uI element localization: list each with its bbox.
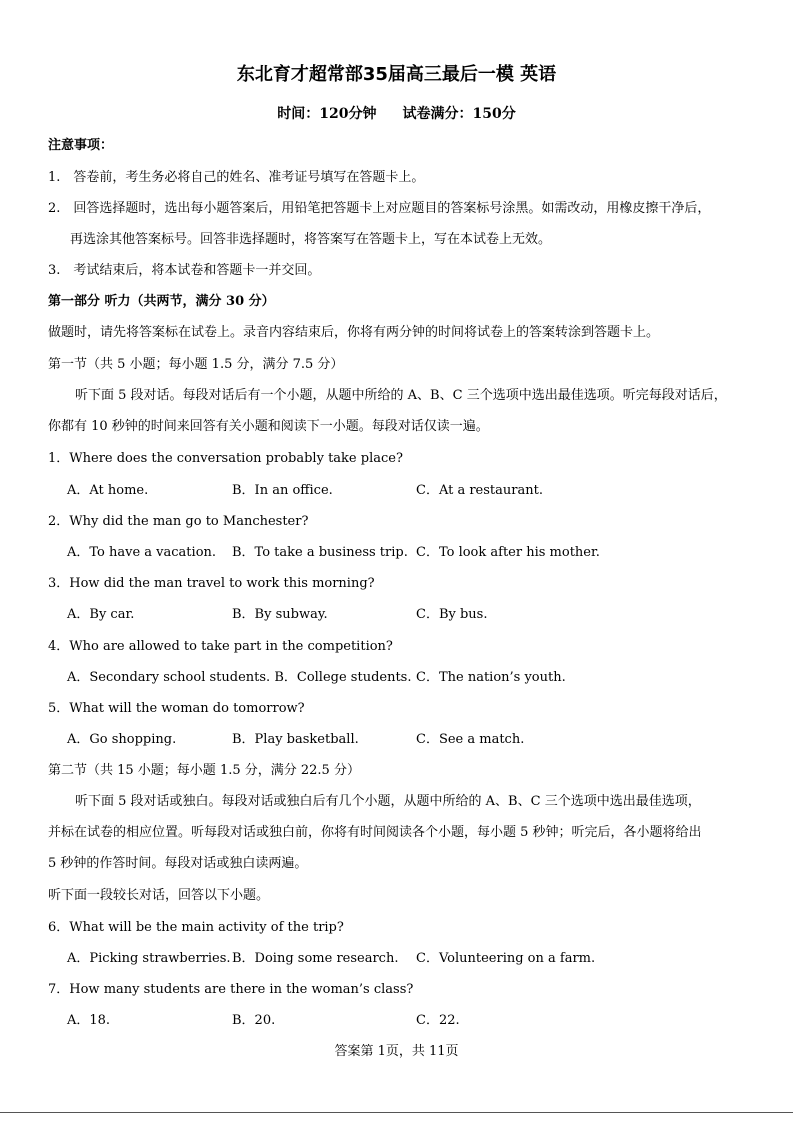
- exam-time: 时间：120分钟: [277, 106, 377, 122]
- option-c: C．To look after his mother.: [416, 545, 600, 560]
- section2-heading: 第二节（共 15 小题；每小题 1.5 分，满分 22.5 分）: [48, 763, 360, 778]
- option-c: C．See a match.: [416, 732, 525, 747]
- option-b: B．Doing some research.: [232, 951, 399, 966]
- option-a: A．Picking strawberries.: [67, 951, 231, 966]
- bottom-divider: [0, 1112, 793, 1113]
- question-text: 4．Who are allowed to take part in the competition?: [48, 639, 393, 654]
- section1-instructions: 你都有 10 秒钟的时间来回答有关小题和阅读下一小题。每段对话仅读一遍。: [48, 419, 489, 434]
- option-a: A．At home.: [67, 483, 149, 498]
- part1-intro: 做题时，请先将答案标在试卷上。录音内容结束后，你将有两分钟的时间将试卷上的答案转涂到答题卡上。: [48, 325, 660, 340]
- option-c: C．22.: [416, 1013, 460, 1028]
- question-text: 7．How many students are there in the woman’s class?: [48, 982, 414, 997]
- notice-item: 再选涂其他答案标号。回答非选择题时，将答案写在答题卡上，写在本试卷上无效。: [70, 232, 552, 247]
- question-text: 2．Why did the man go to Manchester?: [48, 514, 309, 529]
- notice-item: 1. 答卷前，考生务必将自己的姓名、准考证号填写在答题卡上。: [48, 170, 425, 185]
- exam-title: 东北育才超常部35届高三最后一模 英语: [236, 64, 557, 85]
- option-c: C．By bus.: [416, 607, 488, 622]
- page-footer: 答案第 1页，共 11页: [334, 1044, 459, 1059]
- option-c: C．At a restaurant.: [416, 483, 543, 498]
- section2-instructions: 并标在试卷的相应位置。听每段对话或独白前，你将有时间阅读各个小题，每小题 5 秒钟；听完后，各小题将给出: [48, 825, 702, 840]
- question-text: 6．What will be the main activity of the trip?: [48, 920, 344, 935]
- option-a: A．18.: [67, 1013, 111, 1028]
- section1-instructions: 听下面 5 段对话。每段对话后有一个小题，从题中所给的 A、B、C 三个选项中选出最佳选项。听完每段对话后，: [75, 388, 727, 403]
- option-a: A．To have a vacation.: [67, 545, 217, 560]
- question-text: 5．What will the woman do tomorrow?: [48, 701, 305, 716]
- section2-instructions: 听下面 5 段对话或独白。每段对话或独白后有几个小题，从题中所给的 A、B、C 三个选项中选出最佳选项，: [75, 794, 701, 809]
- notice-item: 3. 考试结束后，将本试卷和答题卡一并交回。: [48, 263, 321, 278]
- option-a: A．Secondary school students. B．College students.: [67, 670, 412, 685]
- exam-score: 试卷满分：150分: [402, 106, 516, 122]
- option-a: A．By car.: [67, 607, 135, 622]
- part1-heading: 第一部分 听力（共两节，满分 30 分）: [48, 294, 275, 309]
- option-b: B．20.: [232, 1013, 276, 1028]
- notice-heading: 注意事项：: [48, 138, 114, 153]
- option-a: A．Go shopping.: [67, 732, 177, 747]
- notice-item: 2. 回答选择题时，选出每小题答案后，用铅笔把答题卡上对应题目的答案标号涂黑。如需改动，用橡皮擦干净后，: [48, 201, 711, 216]
- option-b: B．By subway.: [232, 607, 328, 622]
- option-b: B．To take a business trip.: [232, 545, 408, 560]
- option-c: C．Volunteering on a farm.: [416, 951, 596, 966]
- exam-subtitle: [0, 103, 793, 123]
- option-c: C．The nation’s youth.: [416, 670, 566, 685]
- section2-instructions: 5 秒钟的作答时间。每段对话或独白读两遍。: [48, 856, 308, 871]
- option-b: B．Play basketball.: [232, 732, 359, 747]
- dialog-instruction: 听下面一段较长对话，回答以下小题。: [48, 888, 270, 903]
- section1-heading: 第一节（共 5 小题；每小题 1.5 分，满分 7.5 分）: [48, 357, 344, 372]
- question-text: 1．Where does the conversation probably take place?: [48, 451, 403, 466]
- question-text: 3．How did the man travel to work this morning?: [48, 576, 375, 591]
- option-b: B．In an office.: [232, 483, 333, 498]
